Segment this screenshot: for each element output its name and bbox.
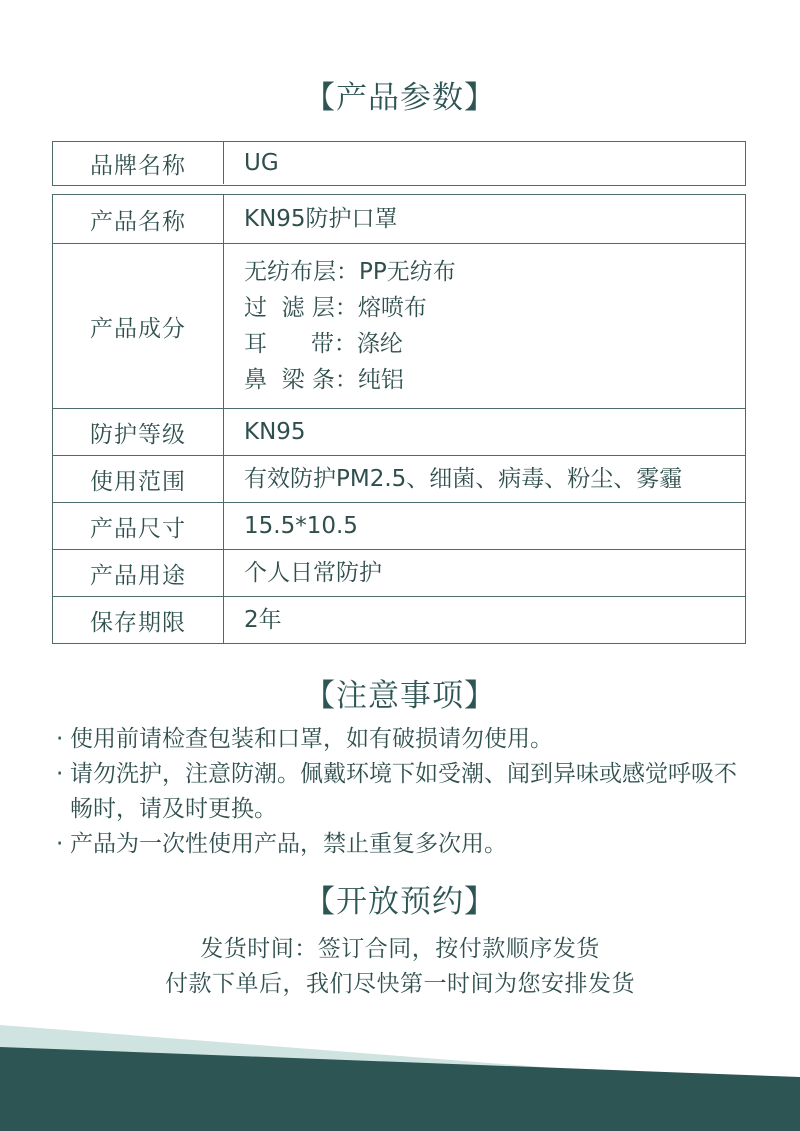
row-value-line: 过 滤 层：熔喷布 (244, 295, 427, 321)
row-value-line: KN95防护口罩 (244, 206, 398, 232)
row-value-line: 15.5*10.5 (244, 513, 358, 539)
row-value-line: UG (244, 150, 279, 176)
notice-text: 产品为一次性使用产品，禁止重复多次用。 (70, 831, 507, 857)
preorder-line-2: 付款下单后，我们尽快第一时间为您安排发货 (165, 971, 635, 997)
bullet: · (56, 831, 64, 857)
list-item (56, 722, 756, 757)
table-row (53, 243, 745, 408)
table-row (53, 549, 745, 596)
params-table (52, 194, 746, 644)
row-value (224, 550, 745, 596)
row-value (224, 456, 745, 502)
table-row (53, 596, 745, 643)
row-label: 使用范围 (53, 456, 224, 502)
table-row (53, 408, 745, 455)
table-row (53, 502, 745, 549)
row-value (224, 142, 745, 184)
row-value-line: 2年 (244, 607, 282, 633)
row-value (224, 597, 745, 643)
row-value (224, 244, 745, 408)
row-value-line: 有效防护PM2.5、细菌、病毒、粉尘、雾霾 (244, 466, 683, 492)
row-label: 产品成分 (53, 244, 224, 408)
table-row (53, 195, 745, 243)
row-label: 产品名称 (53, 195, 224, 243)
row-value-line: 耳 带：涤纶 (244, 331, 403, 357)
notice-text: 使用前请检查包装和口罩，如有破损请勿使用。 (70, 726, 553, 752)
bullet: · (56, 761, 64, 787)
notice-list (56, 722, 756, 862)
row-label: 保存期限 (53, 597, 224, 643)
list-item (56, 757, 756, 827)
row-value-line: 鼻 梁 条：纯铝 (244, 367, 404, 393)
notice-text: 请勿洗护，注意防潮。佩戴环境下如受潮、闻到异味或感觉呼吸不畅时，请及时更换。 (70, 761, 737, 822)
row-value (224, 409, 745, 455)
row-label: 防护等级 (53, 409, 224, 455)
row-value-line: 无纺布层：PP无纺布 (244, 259, 456, 285)
table-row (53, 142, 745, 184)
brand-table (52, 141, 746, 186)
row-value-line: 个人日常防护 (244, 560, 382, 586)
notice-section-title: 【注意事项】 (304, 678, 496, 714)
row-value (224, 503, 745, 549)
list-item (56, 827, 756, 862)
row-label: 产品尺寸 (53, 503, 224, 549)
params-section-title: 【产品参数】 (304, 80, 496, 116)
preorder-line-1: 发货时间：签订合同，按付款顺序发货 (200, 936, 600, 962)
preorder-section-title: 【开放预约】 (304, 884, 496, 920)
footer-wave-decoration (0, 1025, 800, 1131)
table-row (53, 455, 745, 502)
row-label: 产品用途 (53, 550, 224, 596)
row-value-line: KN95 (244, 419, 306, 445)
row-value (224, 195, 745, 243)
row-label: 品牌名称 (53, 142, 224, 184)
bullet: · (56, 726, 64, 752)
